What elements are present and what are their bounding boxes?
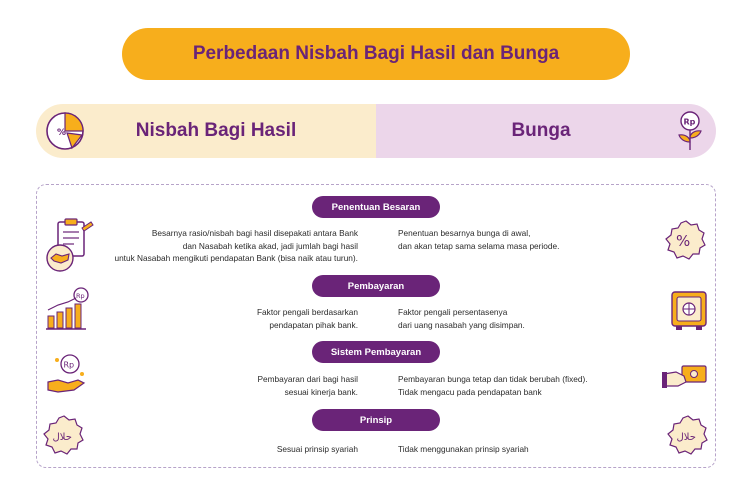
- svg-text:حلال: حلال: [52, 432, 72, 443]
- section-3-nisbah-text: Pembayaran dari bagi hasil sesuai kinerja bank.: [257, 374, 358, 397]
- percent-badge-icon: [664, 218, 708, 271]
- section-4-nisbah-text: Sesuai prinsip syariah: [276, 444, 358, 454]
- svg-text:Rp: Rp: [683, 117, 696, 127]
- page-title: Perbedaan Nisbah Bagi Hasil dan Bunga: [122, 28, 630, 80]
- nisbah-label: Nisbah Bagi Hasil: [135, 120, 297, 141]
- safe-vault-icon: [668, 288, 710, 339]
- growth-chart-rupiah-icon: [44, 286, 90, 337]
- halal-badge-icon: [42, 414, 86, 463]
- svg-text:%: %: [57, 128, 67, 138]
- section-heading-pembayaran: Pembayaran: [312, 275, 440, 297]
- section-4-bunga-text: Tidak menggunakan prinsip syariah: [398, 444, 529, 454]
- comparison-header: [36, 104, 716, 158]
- svg-text:حلال: حلال: [676, 432, 696, 443]
- section-heading-prinsip: Prinsip: [312, 409, 440, 431]
- section-2-bunga-text: Faktor pengali persentasenya dari uang nasabah yang disimpan.: [398, 307, 525, 330]
- pie-chart-percent-icon: [42, 108, 88, 158]
- section-heading-penentuan-besaran: Penentuan Besaran: [312, 196, 440, 218]
- bunga-label: Bunga: [511, 120, 571, 141]
- bunga-header: [376, 104, 716, 158]
- nisbah-header: [36, 104, 376, 158]
- halal-badge-icon: [666, 414, 710, 463]
- section-1-nisbah-text: Besarnya rasio/nisbah bagi hasil disepakati antara Bank dan Nasabah ketika akad, jadi jumlah bagi hasil untuk Nasabah mengikuti pendapatan Bank (bisa naik atau turun).: [114, 228, 358, 263]
- section-heading-sistem-pembayaran: Sistem Pembayaran: [312, 341, 440, 363]
- hand-rupiah-coins-icon: [44, 352, 90, 403]
- section-1-bunga-text: Penentuan besarnya bunga di awal, dan akan tetap sama selama masa periode.: [398, 228, 560, 251]
- hand-cash-icon: [662, 360, 710, 403]
- contract-handshake-icon: [44, 218, 96, 279]
- svg-text:Rp: Rp: [76, 292, 85, 300]
- svg-text:Rp: Rp: [63, 360, 75, 370]
- section-3-bunga-text: Pembayaran bunga tetap dan tidak berubah (fixed). Tidak mengacu pada pendapatan bank: [398, 374, 588, 397]
- svg-text:%: %: [676, 232, 691, 250]
- section-2-nisbah-text: Faktor pengali berdasarkan pendapatan pihak bank.: [256, 307, 358, 330]
- rupiah-plant-icon: [670, 108, 710, 158]
